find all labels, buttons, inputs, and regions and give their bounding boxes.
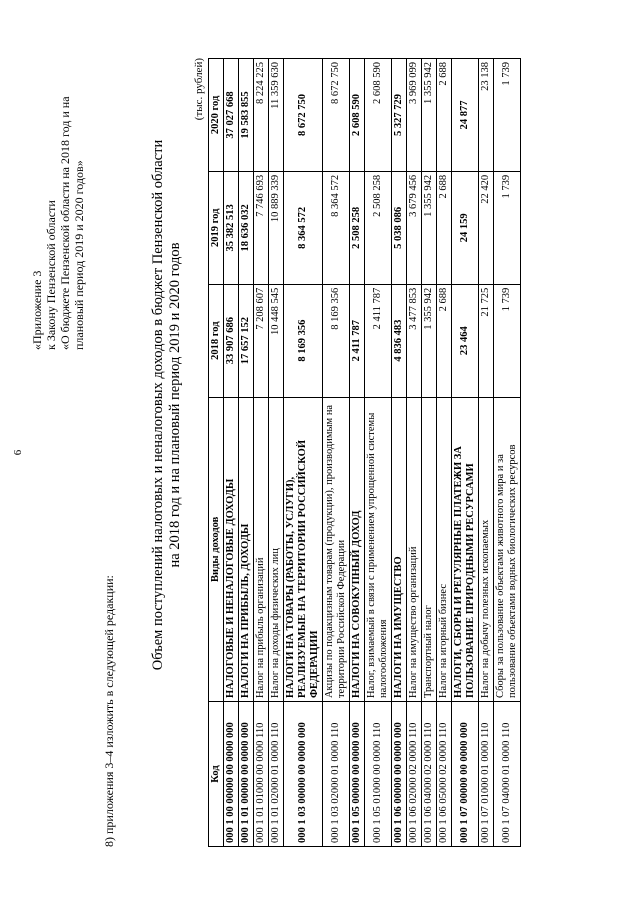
value-2019-cell: 18 636 032 [239,171,254,284]
table-row [479,59,494,847]
value-2020-cell: 23 138 [479,59,494,172]
revenue-type-cell: Налог на имущество организаций [407,397,422,701]
page-number: 6 [12,449,24,456]
revenue-type-cell: Акцизы по подакцизным товарам (продукции), производимым на территории Российской Федерации [323,397,350,701]
revenue-type-cell: НАЛОГИ НА ПРИБЫЛЬ, ДОХОДЫ [239,397,254,701]
document-heading [150,55,184,755]
value-2019-cell: 7 746 693 [254,171,269,284]
value-2018-cell: 23 464 [452,284,479,397]
value-2020-cell: 1 355 942 [422,59,437,172]
table-row [350,59,365,847]
code-cell: 000 1 03 02000 01 0000 110 [323,702,350,847]
table-row [323,59,350,847]
value-2018-cell: 17 657 152 [239,284,254,397]
revenue-type-cell: НАЛОГИ НА СОВОКУПНЫЙ ДОХОД [350,397,365,701]
value-2020-cell: 24 877 [452,59,479,172]
value-2018-cell: 1 355 942 [422,284,437,397]
code-cell: 000 1 07 01000 01 0000 110 [479,702,494,847]
code-cell: 000 1 06 04000 02 0000 110 [422,702,437,847]
value-2020-cell: 2 688 [437,59,452,172]
value-2020-cell: 8 672 750 [323,59,350,172]
table-row [254,59,269,847]
value-2018-cell: 8 169 356 [323,284,350,397]
value-2019-cell: 5 038 086 [392,171,407,284]
code-cell: 000 1 06 02000 02 0000 110 [407,702,422,847]
value-2019-cell: 22 420 [479,171,494,284]
value-2020-cell: 19 583 855 [239,59,254,172]
value-2020-cell: 8 224 225 [254,59,269,172]
value-2019-cell: 24 159 [452,171,479,284]
table-header-row [209,59,224,847]
value-2020-cell: 2 608 590 [350,59,365,172]
appendix-block [30,30,86,350]
code-cell: 000 1 01 00000 00 0000 000 [239,702,254,847]
value-2019-cell: 2 688 [437,171,452,284]
header-code: Код [209,702,224,847]
value-2018-cell: 33 907 686 [224,284,239,397]
units-label: (тыс. рублей) [193,58,205,121]
value-2020-cell: 5 327 729 [392,59,407,172]
code-cell: 000 1 05 00000 00 0000 000 [350,702,365,847]
intro-text: 8) приложения 3–4 изложить в следующей редакции: [102,575,116,847]
value-2018-cell: 21 725 [479,284,494,397]
table-row [494,59,521,847]
value-2018-cell: 7 208 607 [254,284,269,397]
code-cell: 000 1 01 02000 01 0000 110 [269,702,284,847]
heading-line-1: Объем поступлений налоговых и неналоговых доходов в бюджет Пензенской области [150,139,166,671]
code-cell: 000 1 01 01000 00 0000 110 [254,702,269,847]
header-2020: 2020 год [209,59,224,172]
value-2018-cell: 8 169 356 [284,284,323,397]
value-2020-cell: 3 969 099 [407,59,422,172]
value-2018-cell: 1 739 [494,284,521,397]
table-row [284,59,323,847]
header-2019: 2019 год [209,171,224,284]
revenue-type-cell: Налог на добычу полезных ископаемых [479,397,494,701]
table-row [365,59,392,847]
value-2020-cell: 2 608 590 [365,59,392,172]
code-cell: 000 1 00 00000 00 0000 000 [224,702,239,847]
code-cell: 000 1 05 01000 00 0000 110 [365,702,392,847]
value-2020-cell: 8 672 750 [284,59,323,172]
revenue-table [208,58,521,847]
value-2019-cell: 1 355 942 [422,171,437,284]
value-2019-cell: 2 508 258 [350,171,365,284]
value-2019-cell: 8 364 572 [284,171,323,284]
appendix-line-2: к Закону Пензенской области [44,200,58,350]
value-2020-cell: 1 739 [494,59,521,172]
value-2019-cell: 1 739 [494,171,521,284]
code-cell: 000 1 03 00000 00 0000 000 [284,702,323,847]
table-row [452,59,479,847]
revenue-type-cell: НАЛОГИ НА ТОВАРЫ (РАБОТЫ, УСЛУГИ), РЕАЛИЗУЕМЫЕ НА ТЕРРИТОРИИ РОССИЙСКОЙ ФЕДЕРАЦИИ [284,397,323,701]
table-row [239,59,254,847]
table-row [269,59,284,847]
revenue-type-cell: Налог на прибыль организаций [254,397,269,701]
revenue-type-cell: Налог, взимаемый в связи с применением упрощенной системы налогообложения [365,397,392,701]
table-row [224,59,239,847]
revenue-type-cell: НАЛОГИ НА ИМУЩЕСТВО [392,397,407,701]
value-2018-cell: 2 411 787 [350,284,365,397]
header-2018: 2018 год [209,284,224,397]
value-2019-cell: 35 382 513 [224,171,239,284]
appendix-line-1: «Приложение 3 [30,270,44,350]
value-2020-cell: 37 027 668 [224,59,239,172]
value-2019-cell: 2 508 258 [365,171,392,284]
value-2019-cell: 10 889 339 [269,171,284,284]
value-2020-cell: 11 359 630 [269,59,284,172]
value-2018-cell: 4 836 483 [392,284,407,397]
table-row [392,59,407,847]
appendix-line-3: «О бюджете Пензенской области на 2018 год и на [58,96,72,350]
code-cell: 000 1 07 04000 01 0000 110 [494,702,521,847]
revenue-type-cell: Налог на доходы физических лиц [269,397,284,701]
code-cell: 000 1 06 00000 00 0000 000 [392,702,407,847]
value-2019-cell: 3 679 456 [407,171,422,284]
code-cell: 000 1 07 00000 00 0000 000 [452,702,479,847]
revenue-type-cell: НАЛОГИ, СБОРЫ И РЕГУЛЯРНЫЕ ПЛАТЕЖИ ЗА ПОЛЬЗОВАНИЕ ПРИРОДНЫМИ РЕСУРСАМИ [452,397,479,701]
value-2018-cell: 2 411 787 [365,284,392,397]
revenue-type-cell: Налог на игорный бизнес [437,397,452,701]
revenue-type-cell: НАЛОГОВЫЕ И НЕНАЛОГОВЫЕ ДОХОДЫ [224,397,239,701]
value-2019-cell: 8 364 572 [323,171,350,284]
revenue-type-cell: Транспортный налог [422,397,437,701]
code-cell: 000 1 06 05000 02 0000 110 [437,702,452,847]
value-2018-cell: 2 688 [437,284,452,397]
header-revenue-type: Виды доходов [209,397,224,701]
appendix-line-4: плановый период 2019 и 2020 годов» [72,160,86,350]
value-2018-cell: 3 477 853 [407,284,422,397]
table-row [407,59,422,847]
table-row [437,59,452,847]
value-2018-cell: 10 448 545 [269,284,284,397]
revenue-type-cell: Сборы за пользование объектами животного мира и за пользование объектами водных биологических ресурсов [494,397,521,701]
table-row [422,59,437,847]
heading-line-2: на 2018 год и на плановый период 2019 и 2020 годов [167,242,183,568]
